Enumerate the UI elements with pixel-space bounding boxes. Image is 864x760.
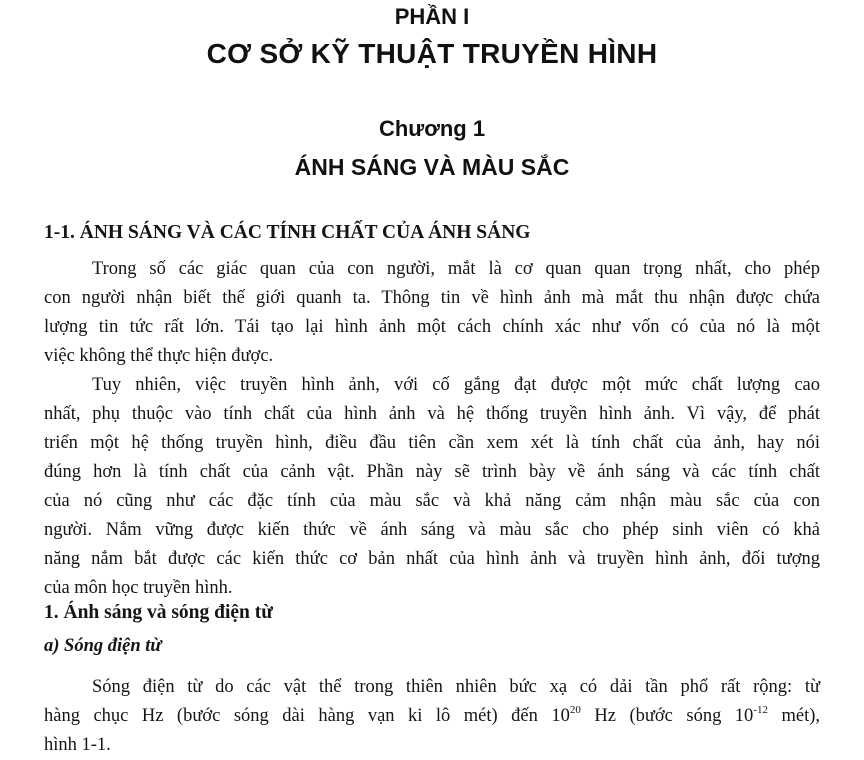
paragraph-line: Tuy nhiên, việc truyền hình ảnh, với cố gắng đạt được một mức chất lượng cao	[92, 375, 820, 395]
paragraph-2	[44, 371, 820, 603]
paragraph-line: của nó cũng như các đặc tính của màu sắc và khả năng cảm nhận màu sắc của con	[44, 491, 820, 511]
paragraph-line: con người nhận biết thế giới quanh ta. Thông tin về hình ảnh mà mắt thu nhận được chứa	[44, 288, 820, 308]
paragraph-3	[44, 673, 820, 760]
paragraph-line: lượng tin tức rất lớn. Tái tạo lại hình ảnh một cách chính xác như vốn có của nó là một	[44, 317, 820, 337]
paragraph-line: hình 1-1.	[44, 735, 111, 755]
text-run: hàng chục Hz (bước sóng dài hàng vạn ki lô mét) đến 10	[44, 706, 570, 726]
chapter-label: Chương 1	[378, 116, 486, 141]
part-title: CƠ SỞ KỸ THUẬT TRUYỀN HÌNH	[206, 38, 658, 69]
section-heading: 1-1. ÁNH SÁNG VÀ CÁC TÍNH CHẤT CỦA ÁNH SÁNG	[44, 222, 531, 243]
paragraph-1	[44, 255, 820, 371]
paragraph-line: Sóng điện từ do các vật thể trong thiên nhiên bức xạ có dải tần phổ rất rộng: từ	[92, 677, 820, 697]
paragraph-line: năng nắm bắt được các kiến thức cơ bản nhất của hình ảnh và truyền hình ảnh, đối tượng	[44, 549, 820, 569]
exponent: 20	[569, 704, 581, 716]
text-run: Hz (bước sóng 10	[580, 706, 754, 726]
paragraph-line: đúng hơn là tính chất của cảnh vật. Phần này sẽ trình bày về ánh sáng và các tính chất	[44, 462, 820, 482]
sub-a-heading: a) Sóng điện từ	[44, 636, 162, 656]
subsection-heading: 1. Ánh sáng và sóng điện từ	[44, 602, 273, 623]
paragraph-line: nhất, phụ thuộc vào tính chất của hình ảnh và hệ thống truyền hình ảnh. Vì vậy, để phát	[44, 404, 820, 424]
exponent: -12	[753, 704, 768, 716]
text-run: mét),	[767, 706, 821, 726]
chapter-title: ÁNH SÁNG VÀ MÀU SẮC	[294, 154, 570, 180]
paragraph-line: triển một hệ thống truyền hình, điều đầu tiên cần xem xét là tính chất của ảnh, hay nói	[44, 433, 820, 453]
part-label: PHẦN I	[394, 4, 470, 29]
paragraph-line: Trong số các giác quan của con người, mắt là cơ quan quan trọng nhất, cho phép	[92, 259, 820, 279]
paragraph-line	[44, 702, 820, 731]
paragraph-line: việc không thể thực hiện được.	[44, 346, 274, 366]
paragraph-line: người. Nắm vững được kiến thức về ánh sáng và màu sắc cho phép sinh viên có khả	[44, 520, 820, 540]
paragraph-line: của môn học truyền hình.	[44, 578, 233, 598]
